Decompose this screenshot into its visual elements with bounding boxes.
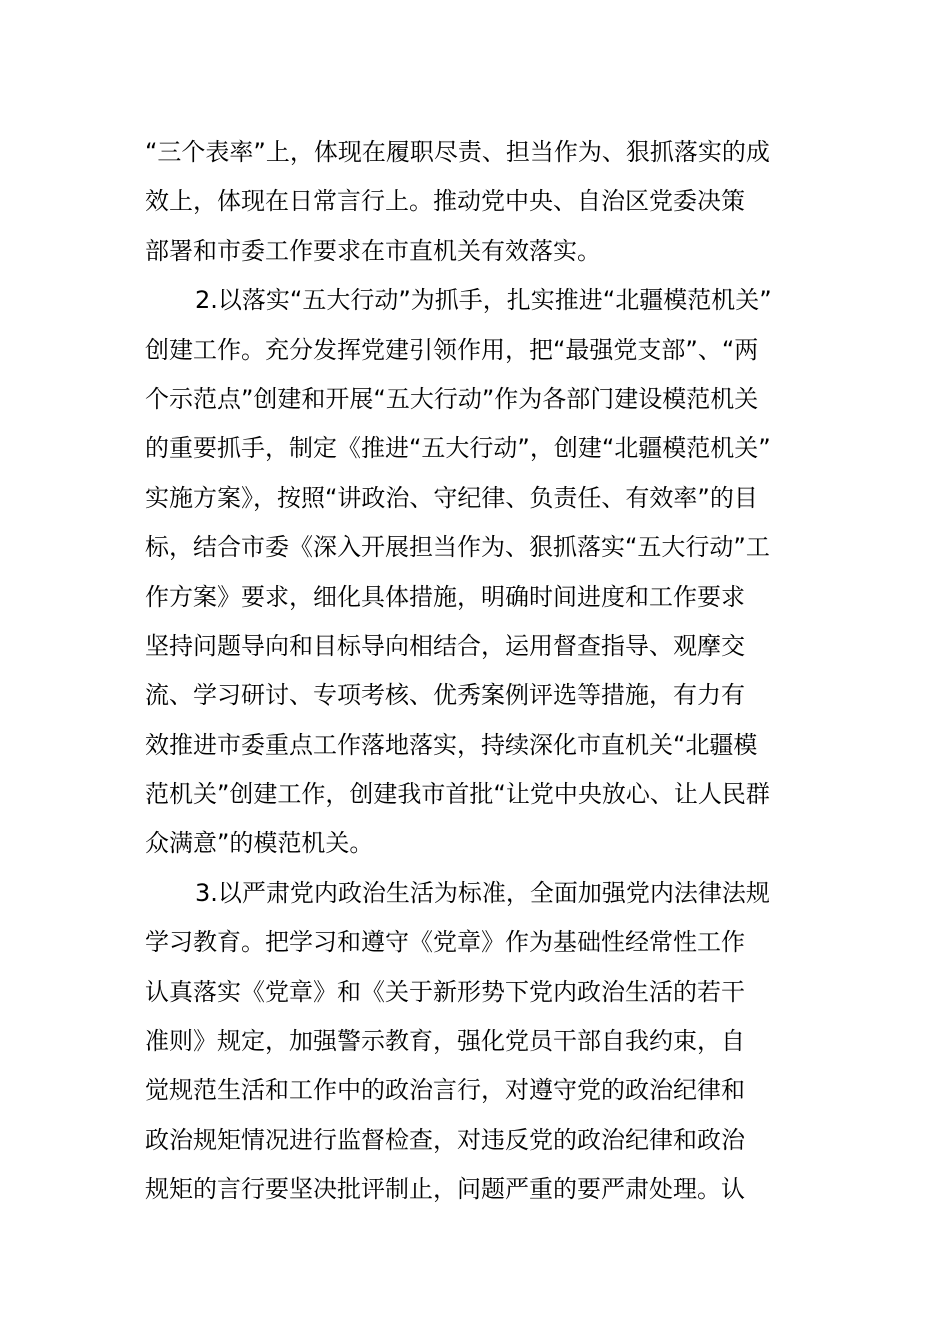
text-line: 的重要抓手，制定《推进“五大行动”，创建“北疆模范机关” <box>145 434 771 463</box>
text-line: 部署和市委工作要求在市直机关有效落实。 <box>145 236 601 265</box>
text-line: 政治规矩情况进行监督检查，对违反党的政治纪律和政治 <box>145 1125 745 1154</box>
body-text <box>145 128 815 1215</box>
paragraph-3-first-line: 3.以严肃党内政治生活为标准，全面加强党内法律法规 <box>195 878 770 907</box>
text-line: 坚持问题导向和目标导向相结合，运用督查指导、观摩交 <box>145 631 745 660</box>
paragraph-2-first-line: 2.以落实“五大行动”为抓手，扎实推进“北疆模范机关” <box>195 286 772 315</box>
text-line: 认真落实《党章》和《关于新形势下党内政治生活的若干 <box>145 977 745 1006</box>
text-line: 规矩的言行要坚决批评制止，问题严重的要严肃处理。认 <box>145 1175 745 1204</box>
text-line: 范机关”创建工作，创建我市首批“让党中央放心、让人民群 <box>145 780 770 809</box>
text-line: 众满意”的模范机关。 <box>145 829 374 858</box>
text-line: 个示范点”创建和开展“五大行动”作为各部门建设模范机关 <box>145 384 759 413</box>
text-line: 作方案》要求，细化具体措施，明确时间进度和工作要求 <box>145 582 745 611</box>
text-line: 创建工作。充分发挥党建引领作用，把“最强党支部”、“两 <box>145 335 759 364</box>
text-line: 流、学习研讨、专项考核、优秀案例评选等措施，有力有 <box>145 681 745 710</box>
text-line: 实施方案》，按照“讲政治、守纪律、负责任、有效率”的目 <box>145 483 758 512</box>
text-line: “三个表率”上，体现在履职尽责、担当作为、狠抓落实的成 <box>145 138 770 166</box>
text-line: 效上，体现在日常言行上。推动党中央、自治区党委决策 <box>145 187 745 216</box>
text-line: 觉规范生活和工作中的政治言行，对遵守党的政治纪律和 <box>145 1076 745 1105</box>
text-line: 准则》规定，加强警示教育，强化党员干部自我约束，自 <box>145 1027 745 1056</box>
text-line: 标，结合市委《深入开展担当作为、狠抓落实“五大行动”工 <box>145 533 770 562</box>
text-line: 效推进市委重点工作落地落实，持续深化市直机关“北疆模 <box>145 730 758 759</box>
text-line: 学习教育。把学习和遵守《党章》作为基础性经常性工作 <box>145 928 745 957</box>
